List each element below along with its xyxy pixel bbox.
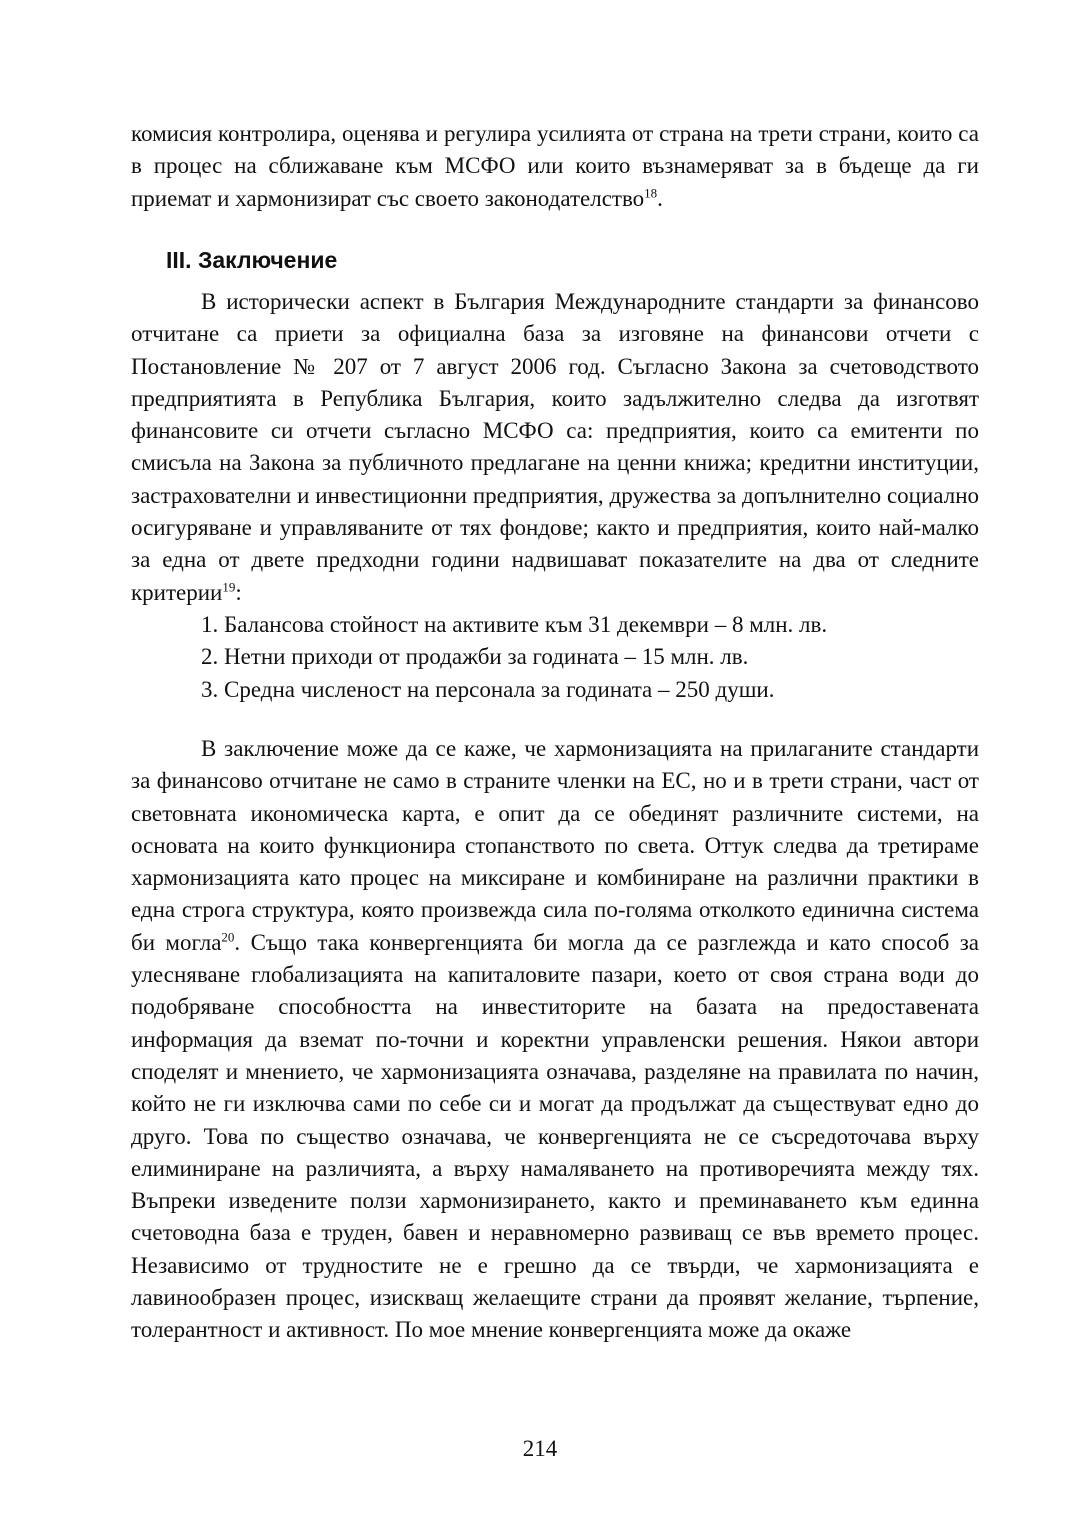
continuation-block: [131, 118, 979, 215]
paragraph-1-end: :: [235, 579, 242, 605]
paragraph-2-text-after: . Също така конвергенцията би могла да се разглежда и като способ за улесняване глобализацията на капиталовите пазари, което от своя страна води до подобряване способността на инвеститорите на базата на предоставената информация да вземат по-точни и коректни управленски решения. Някои автори споделят и мнението, че хармонизацията означава, разделяне на правилата по начин, който не ги изключва сами по себе си и могат да продължат да съществуват едно до друго. Това по същество означава, че конвергенцията не се съсредоточава върху елиминиране на различията, а върху намаляването на противоречията между тях. Въпреки изведените ползи хармонизирането, както и преминаването към единна счетоводна база е труден, бавен и неравномерно развиващ се във времето процес. Независимо от трудностите не е грешно да се твърди, че хармонизацията е лавинообразен процес, изискващ желаещите страни да проявят желание, търпение, толерантност и активност. По мое мнение конвергенцията може да окаже: [131, 929, 979, 1343]
page-number: 214: [522, 1436, 558, 1461]
paragraph-2: [131, 733, 979, 1347]
continuation-end: .: [657, 185, 663, 211]
paragraph-1: [131, 286, 979, 609]
criteria-list: [131, 609, 979, 706]
criteria-item: 3. Средна численост на персонала за годината – 250 души.: [201, 676, 775, 702]
footnote-ref-20[interactable]: 20: [221, 929, 235, 945]
paragraph-1-text: В исторически аспект в България Международните стандарти за финансово отчитане са приети за официална база за изговяне на финансови отчети с Постановление № 207 от 7 август 2006 год. Съгласно Закона за счетоводството предприятията в Република България, които задължително следва да изготвят финансовите си отчети съгласно МСФО са: предприятия, които са емитенти по смисъла на Закона за публичното предлагане на ценни книжа; кредитни институции, застрахователни и инвестиционни предприятия, дружества за допълнително социално осигуряване и управляваните от тях фондове; както и предприятия, които най-малко за една от двете предходни години надвишават показателите на два от следните критерии: [131, 289, 979, 605]
criteria-item: 2. Нетни приходи от продажби за годината – 15 млн. лв.: [201, 644, 749, 670]
continuation-paragraph: [131, 118, 979, 215]
section-body: [131, 286, 979, 706]
paragraph-2-text-before: В заключение може да се каже, че хармонизацията на прилаганите стандарти за финансово отчитане не само в страните членки на ЕС, но и в трети страни, част от световната икономическа карта, е опит да се обединят различните системи, на основата на които функционира стопанството по света. Оттук следва да третираме хармонизацията като процес на миксиране и комбиниране на различни практики в една строга структура, която произвежда сила по-голяма отколкото единична система би могла: [131, 736, 979, 955]
continuation-text: комисия контролира, оценява и регулира усилията от страна на трети страни, които са в процес на сближаване към МСФО или които възнамеряват за в бъдеще да ги приемат и хармонизират със своето законодателство: [131, 121, 979, 211]
footnote-ref-18[interactable]: 18: [644, 184, 658, 200]
footnote-ref-19[interactable]: 19: [222, 579, 236, 595]
conclusion-block: [131, 733, 979, 1347]
criteria-item: 1. Балансова стойност на активите към 31 декември – 8 млн. лв.: [201, 611, 828, 637]
section-heading: III. Заключение: [166, 247, 338, 273]
